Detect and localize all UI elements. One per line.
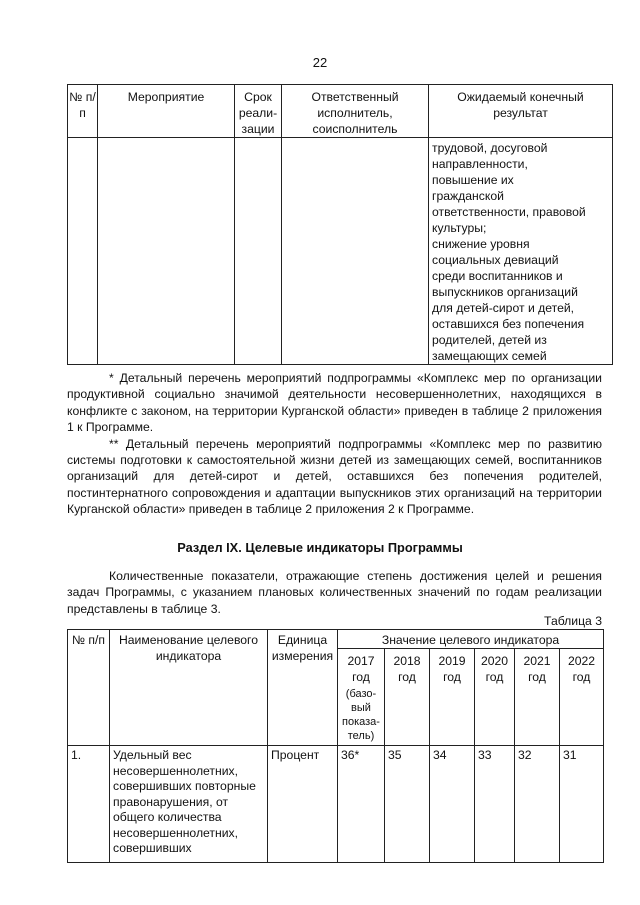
result-line: социальных девиаций xyxy=(432,253,559,267)
year-label: 2020 год xyxy=(480,654,509,684)
header-result: Ожидаемый конечный результат xyxy=(429,85,613,138)
result-line: оставшихся без попечения xyxy=(432,317,585,331)
intro-text: Количественные показатели, отражающие степень достижения целей и решения задач Программы, с указанием плановых количественных значений по годам реализации представлены в таблице 3. xyxy=(67,569,602,616)
result-line: среди воспитанников и xyxy=(432,269,563,283)
header-measure: Мероприятие xyxy=(98,85,235,138)
header-responsible: Ответственный исполнитель, соисполнитель xyxy=(282,85,429,138)
page-number: 22 xyxy=(312,55,328,70)
footnotes xyxy=(67,370,602,518)
header-term: Срок реали-зации xyxy=(235,85,282,138)
cell-result xyxy=(429,138,613,365)
header-year-2021 xyxy=(515,649,560,746)
result-line: выпускников организаций xyxy=(432,285,578,299)
year-base-note: (базо-вый показа-тель) xyxy=(342,688,380,742)
year-label: 2021 год xyxy=(523,654,551,684)
row-value-2021: 32 xyxy=(515,746,560,863)
indicators-table xyxy=(67,629,604,863)
table-label: Таблица 3 xyxy=(544,614,602,628)
footnote-2: ** Детальный перечень мероприятий подпрограммы «Комплекс мер по развитию системы подготовки к самостоятельной жизни детей из замещающих семей, воспитанников организаций для детей-сирот и детей, оставшихся без попечения родителей, постинтернатного сопровождения и адаптации выпускников этих организаций на территории Курганской области» приведен в таблице 2 приложения 2 к Программе. xyxy=(67,436,602,517)
row-value-2018: 35 xyxy=(385,746,430,863)
year-label: 2019 год xyxy=(438,654,466,684)
row-value-2019: 34 xyxy=(430,746,475,863)
measures-table xyxy=(67,84,613,365)
year-label: 2018 год xyxy=(393,654,421,684)
table-row xyxy=(68,746,604,863)
cell-measure xyxy=(98,138,235,365)
result-line: повышение их xyxy=(432,173,514,187)
row-unit: Процент xyxy=(268,746,338,863)
result-line: родителей, детей из xyxy=(432,333,547,347)
cell-term xyxy=(235,138,282,365)
result-line: направленности, xyxy=(432,157,528,171)
header-value-group: Значение целевого индикатора xyxy=(338,630,604,649)
year-label: 2022 год xyxy=(567,654,596,684)
cell-responsible xyxy=(282,138,429,365)
row-value-2017: 36* xyxy=(338,746,385,863)
result-line: гражданской xyxy=(432,189,504,203)
result-line: ответственности, правовой xyxy=(432,205,586,219)
measures-table-header xyxy=(68,85,613,138)
footnote-1: * Детальный перечень мероприятий подпрограммы «Комплекс мер по организации продуктивной социально значимой деятельности несовершеннолетних, находящихся в конфликте с законом, на территории Курганской области» приведен в таблице 2 приложения 1 к Программе. xyxy=(67,371,602,435)
row-indicator-name: Удельный вес несовершеннолетних, совершивших повторные правонарушения, от общего количества несовершеннолетних, совершивших xyxy=(110,746,268,863)
row-value-2020: 33 xyxy=(475,746,515,863)
result-line: для детей-сирот и детей, xyxy=(432,301,575,315)
year-label: 2017 год xyxy=(347,654,375,684)
result-line: снижение уровня xyxy=(432,237,530,251)
header-num: № п/п xyxy=(68,630,110,746)
header-year-2017 xyxy=(338,649,385,746)
result-line: трудовой, досуговой xyxy=(432,141,548,155)
header-num: № п/п xyxy=(68,85,98,138)
cell-num xyxy=(68,138,98,365)
header-year-2020 xyxy=(475,649,515,746)
row-num: 1. xyxy=(68,746,110,863)
header-year-2018 xyxy=(385,649,430,746)
result-line: культуры; xyxy=(432,221,487,235)
header-year-2022 xyxy=(560,649,604,746)
intro-paragraph xyxy=(67,568,602,617)
row-value-2022: 31 xyxy=(560,746,604,863)
section-heading: Раздел IX. Целевые индикаторы Программы xyxy=(177,540,463,555)
header-year-2019 xyxy=(430,649,475,746)
result-line: замещающих семей xyxy=(432,349,547,363)
header-indicator-name: Наименование целевого индикатора xyxy=(110,630,268,746)
indicators-header-row-1 xyxy=(68,630,604,649)
header-unit: Единица измерения xyxy=(268,630,338,746)
table-row xyxy=(68,138,613,365)
